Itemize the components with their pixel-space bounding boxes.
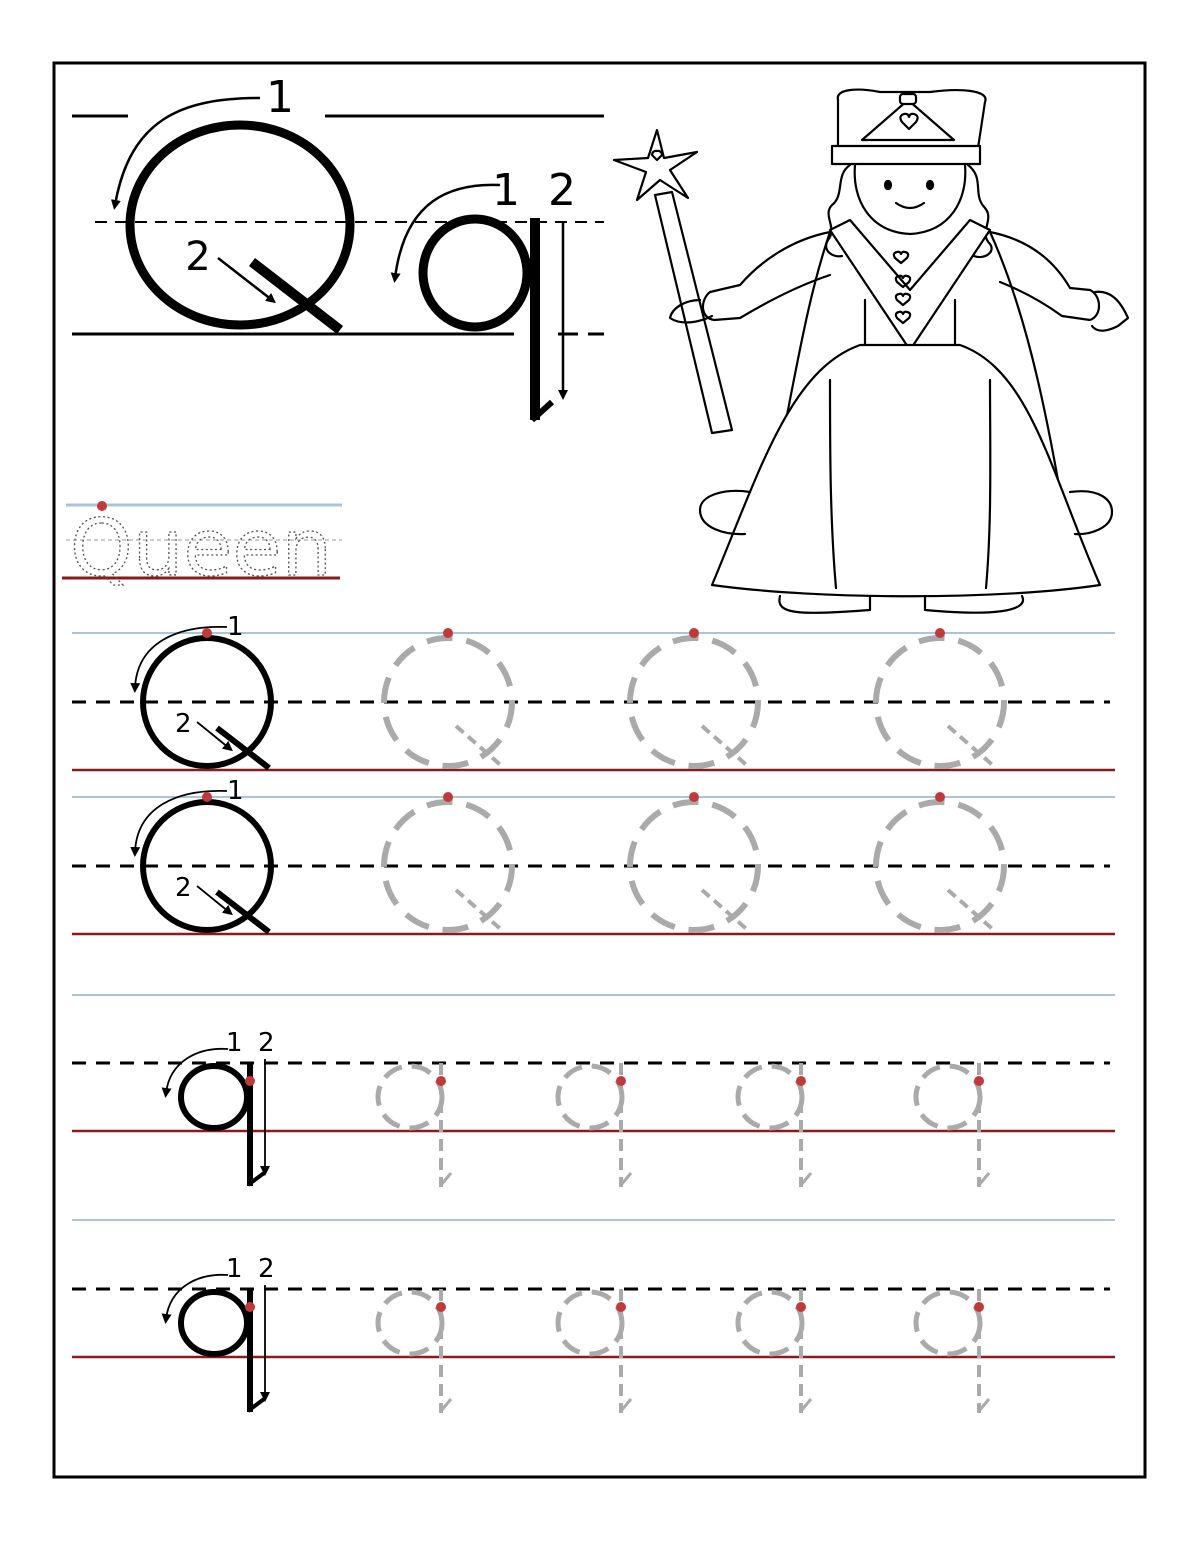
header-upper-stroke-1: 1 <box>266 72 294 123</box>
trace-lowercase-q <box>378 1292 442 1354</box>
start-dot <box>616 1302 626 1312</box>
header-uppercase-q-letter <box>115 98 350 330</box>
start-dot <box>443 792 453 802</box>
wand-icon <box>614 130 732 433</box>
stroke-number-1: 1 <box>226 1254 243 1284</box>
word-trace-queen: Queen <box>70 504 332 594</box>
face <box>855 165 966 234</box>
start-dot <box>935 792 945 802</box>
right-arm <box>990 232 1099 320</box>
start-dot <box>202 792 212 802</box>
start-dot <box>689 792 699 802</box>
start-dot <box>245 1302 255 1312</box>
header-lower-stroke-1: 1 <box>492 165 520 216</box>
model-lowercase-q <box>181 1292 247 1354</box>
header-lower-stroke-2: 2 <box>548 165 576 216</box>
crown-hat <box>832 90 986 164</box>
start-dot <box>974 1302 984 1312</box>
trace-lowercase-q <box>916 1066 980 1128</box>
start-dot <box>443 628 453 638</box>
feet <box>779 596 1023 613</box>
stroke-number-2: 2 <box>258 1028 275 1058</box>
practice-row <box>72 776 1115 934</box>
trace-lowercase-q <box>378 1066 442 1128</box>
stroke-number-1: 1 <box>227 612 244 642</box>
practice-row <box>72 612 1115 770</box>
trace-lowercase-q <box>738 1066 802 1128</box>
stroke-number-2: 2 <box>175 709 192 739</box>
header-lowercase-q-letter <box>395 185 563 420</box>
start-dot <box>689 628 699 638</box>
trace-lowercase-q <box>558 1292 622 1354</box>
collar <box>830 220 990 350</box>
trace-lowercase-q <box>916 1292 980 1354</box>
practice-row <box>72 995 1115 1187</box>
start-dot <box>796 1076 806 1086</box>
left-arm <box>703 232 830 320</box>
start-dot <box>796 1302 806 1312</box>
start-dot <box>935 628 945 638</box>
start-dot <box>202 628 212 638</box>
start-dot <box>436 1076 446 1086</box>
queen-illustration <box>614 90 1128 613</box>
model-lowercase-q <box>181 1066 247 1128</box>
trace-lowercase-q <box>738 1292 802 1354</box>
start-dot <box>974 1076 984 1086</box>
start-dot <box>436 1302 446 1312</box>
stroke-number-1: 1 <box>227 776 244 806</box>
practice-rows <box>72 612 1115 1413</box>
stroke-number-2: 2 <box>258 1254 275 1284</box>
stroke-number-1: 1 <box>226 1028 243 1058</box>
skirt <box>712 345 1100 596</box>
header-upper-stroke-2: 2 <box>185 234 211 280</box>
stroke-number-2: 2 <box>175 873 192 903</box>
trace-lowercase-q <box>558 1066 622 1128</box>
practice-row <box>72 1220 1115 1413</box>
start-dot <box>245 1076 255 1086</box>
start-dot <box>616 1076 626 1086</box>
